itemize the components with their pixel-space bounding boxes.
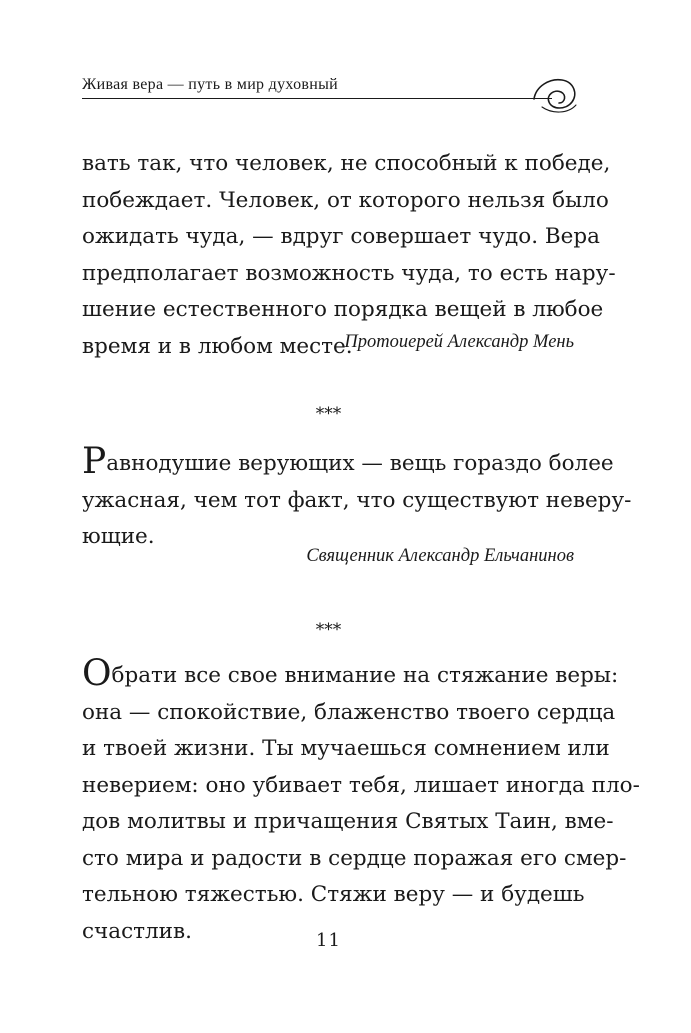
running-head xyxy=(82,76,338,94)
text-line: ющие. xyxy=(82,524,155,549)
text-line: и твоей жизни. Ты мучаешься сомнением или xyxy=(82,736,610,761)
passage-2-text xyxy=(82,441,632,556)
text-line: шение естественного порядка вещей в любое xyxy=(82,297,604,322)
section-separator: *** xyxy=(315,620,342,640)
text-line: неверием: оно убивает тебя, лишает иногда пло- xyxy=(82,772,640,798)
text-line: счастлив. xyxy=(82,918,192,944)
passage-3-text xyxy=(82,653,640,950)
header-rule xyxy=(82,98,552,99)
text-line: побеждает. Человек, от которого нельзя было xyxy=(82,187,609,213)
passage-1-author: Протоиерей Александр Мень xyxy=(344,332,574,352)
text-line: дов молитвы и причащения Святых Таин, вме- xyxy=(82,809,614,834)
text-line: Равнодушие верующих — вещь гораздо более xyxy=(82,441,614,482)
text-line: вать так, что человек, не способный к победе, xyxy=(82,151,611,176)
text-line: время и в любом месте. xyxy=(82,333,353,359)
page-number: 11 xyxy=(316,930,341,951)
running-title: Живая вера — путь в мир духовный xyxy=(82,76,339,93)
text-line: ожидать чуда, — вдруг совершает чудо. Вера xyxy=(82,224,600,249)
drop-cap: Р xyxy=(82,441,107,482)
text-line: предполагает возможность чуда, то есть нару- xyxy=(82,260,616,286)
drop-cap: О xyxy=(82,653,112,694)
text-line: сто мира и радости в сердце поражая его смер- xyxy=(82,845,627,871)
text-line: она — спокойствие, блаженство твоего сердца xyxy=(82,699,616,725)
passage-2-author: Священник Александр Ельчанинов xyxy=(306,546,574,566)
text-line: ужасная, чем тот факт, что существуют неверу- xyxy=(82,487,632,513)
text-line: Обрати все свое внимание на стяжание веры: xyxy=(82,653,619,694)
text-line: тельною тяжестью. Стяжи веру — и будешь xyxy=(82,882,585,907)
section-separator: *** xyxy=(315,404,342,424)
swirl-ornament-icon xyxy=(532,72,580,116)
